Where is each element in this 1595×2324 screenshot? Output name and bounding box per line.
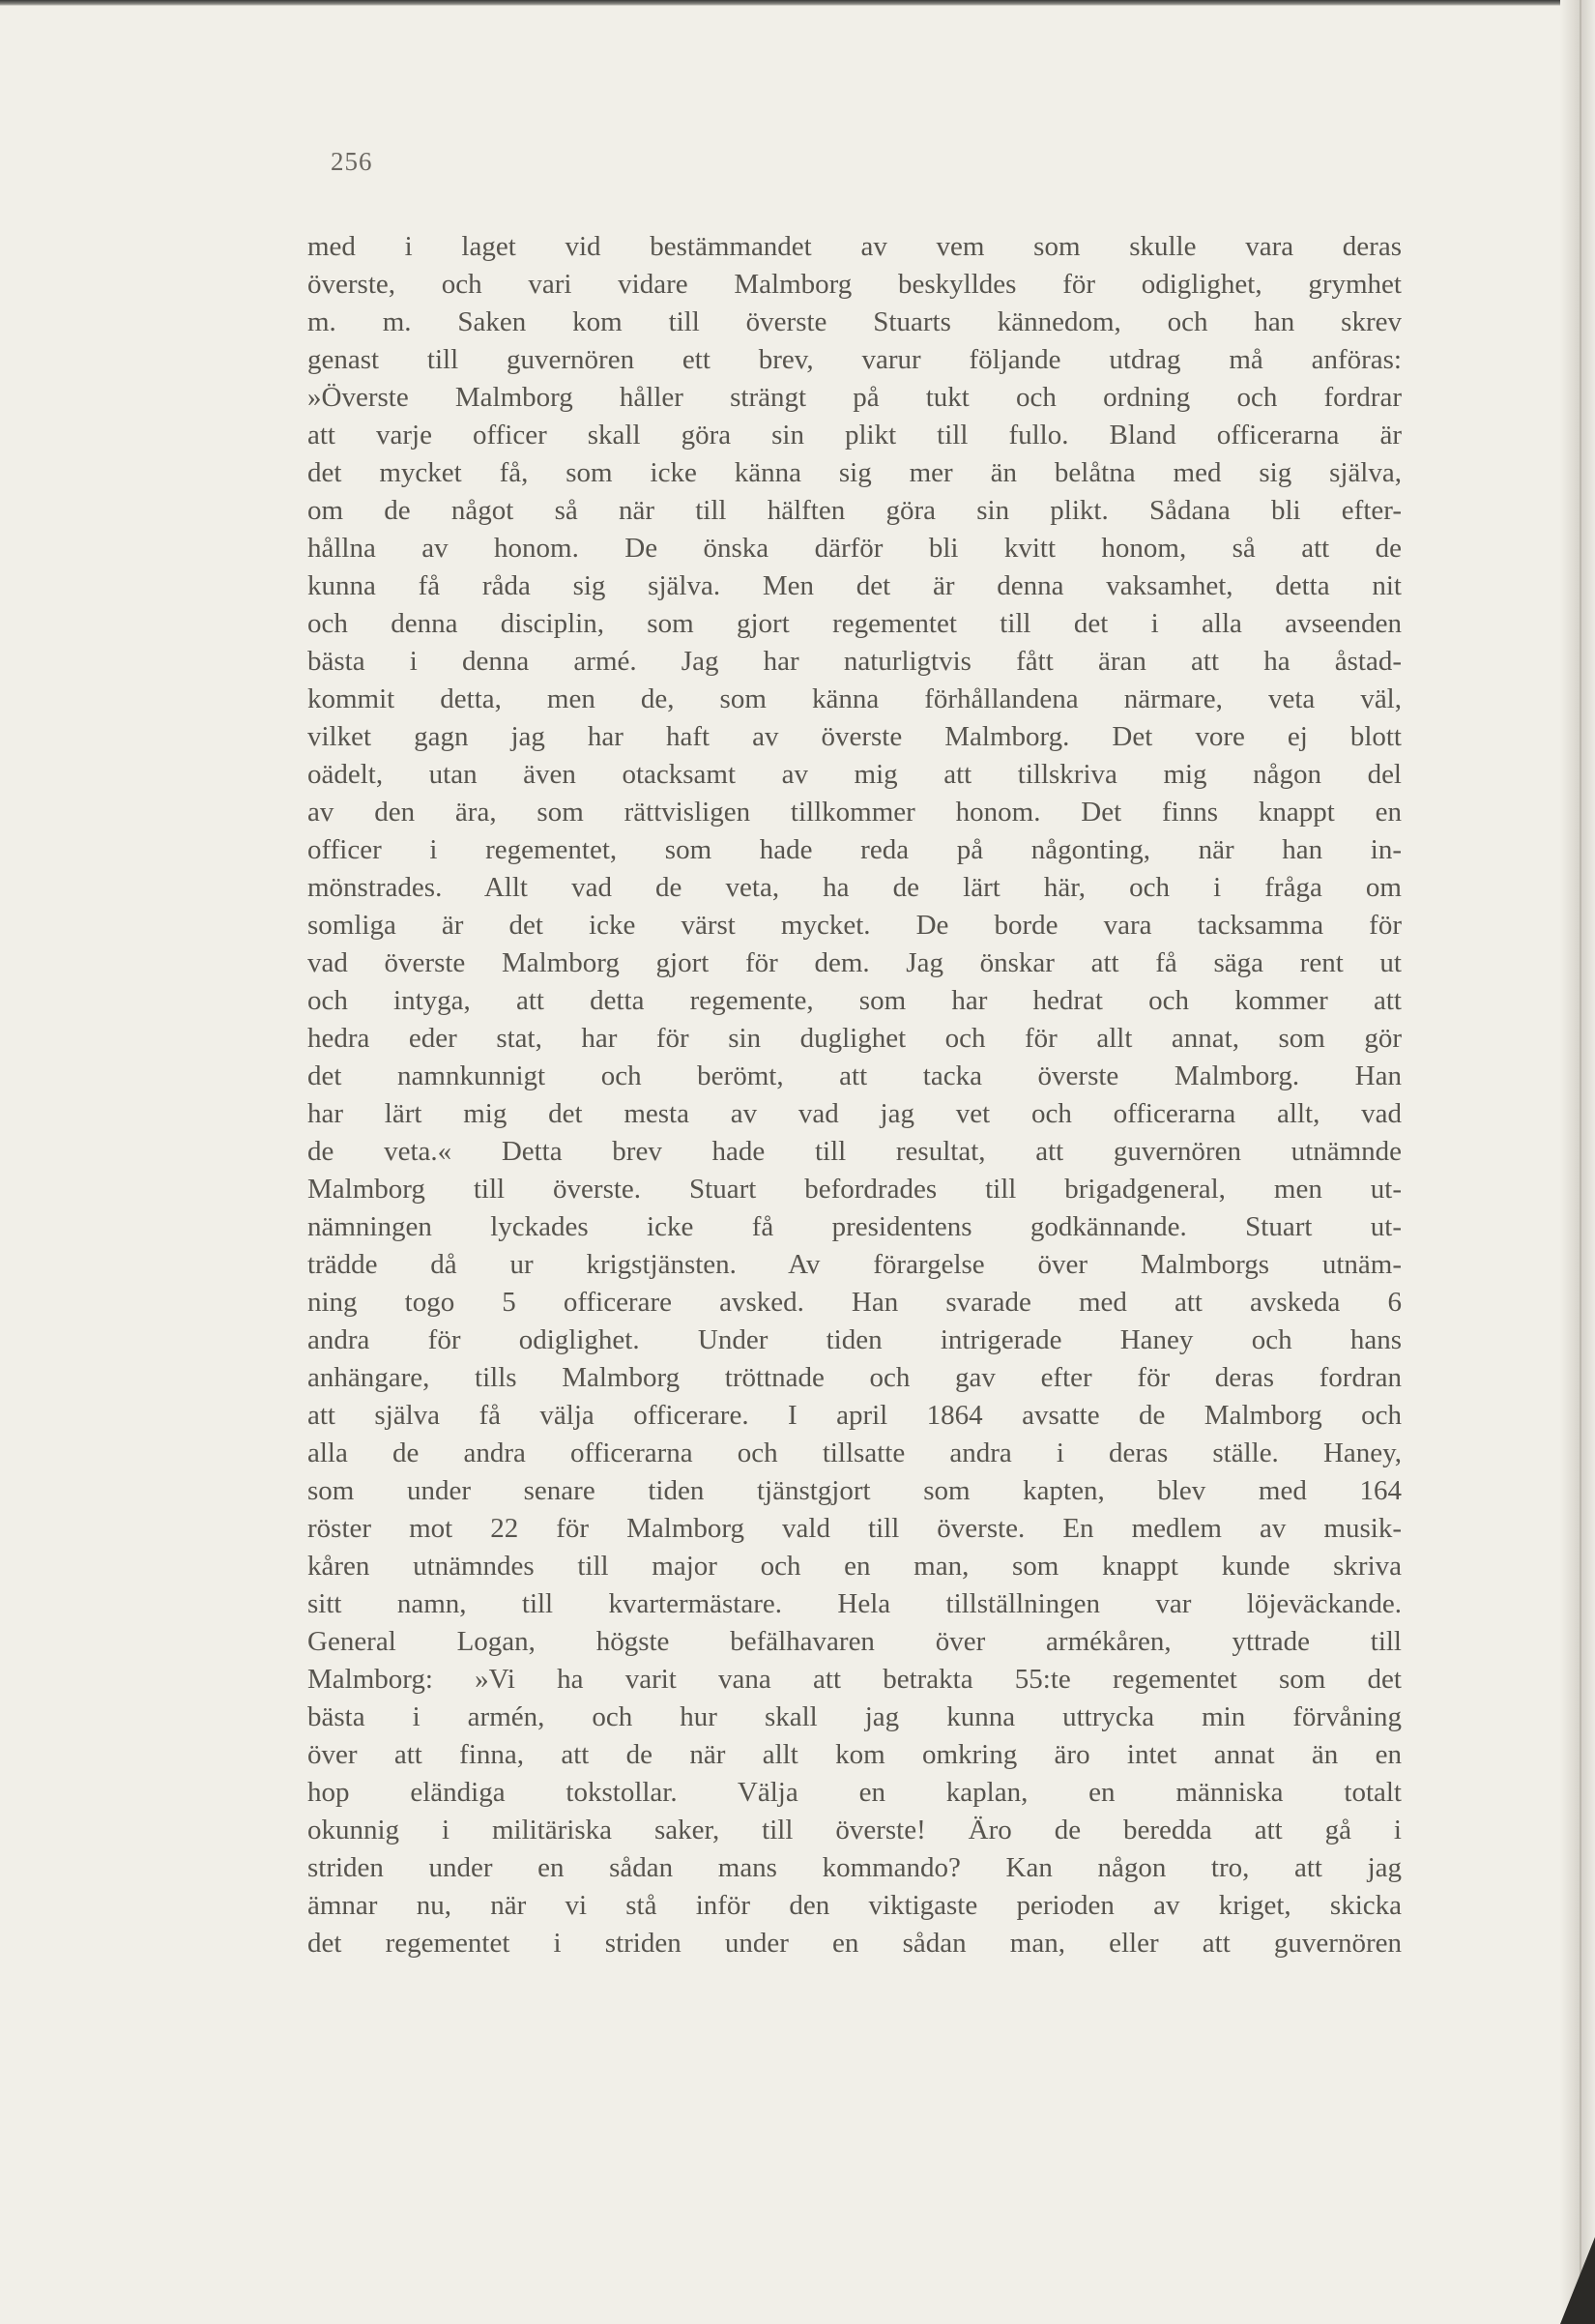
text-line: striden under en sådan mans kommando? Kan någon tro, att jag xyxy=(307,1852,1402,1883)
text-line: har lärt mig det mesta av vad jag vet och officerarna allt, vad xyxy=(307,1098,1402,1129)
text-line: anhängare, tills Malmborg tröttnade och gav efter för deras fordran xyxy=(307,1362,1402,1393)
text-line: andra för odiglighet. Under tiden intrigerade Haney och hans xyxy=(307,1324,1402,1355)
text-line: kåren utnämndes till major och en man, som knappt kunde skriva xyxy=(307,1551,1402,1582)
text-line: Malmborg till överste. Stuart befordrades till brigadgeneral, men ut- xyxy=(307,1174,1402,1205)
text-line: somliga är det icke värst mycket. De borde vara tacksamma för xyxy=(307,910,1402,941)
text-line: de veta.« Detta brev hade till resultat, att guvernören utnämnde xyxy=(307,1136,1402,1167)
text-line: överste, och vari vidare Malmborg beskylldes för odiglighet, grymhet xyxy=(307,269,1402,300)
text-line: bästa i denna armé. Jag har naturligtvis fått äran att ha åstad- xyxy=(307,646,1402,677)
page-number: 256 xyxy=(331,147,373,176)
text-line: m. m. Saken kom till överste Stuarts kännedom, och han skrev xyxy=(307,306,1402,337)
text-line: ning togo 5 officerare avsked. Han svarade med att avskeda 6 xyxy=(307,1287,1402,1318)
text-line: med i laget vid bestämmandet av vem som skulle vara deras xyxy=(307,231,1402,262)
body-text xyxy=(307,228,1402,1962)
text-line: »Överste Malmborg håller strängt på tukt och ordning och fordrar xyxy=(307,382,1402,413)
text-line: alla de andra officerarna och tillsatte andra i deras ställe. Haney, xyxy=(307,1438,1402,1468)
text-line: kunna få råda sig själva. Men det är denna vaksamhet, detta nit xyxy=(307,570,1402,601)
text-line: bästa i armén, och hur skall jag kunna uttrycka min förvåning xyxy=(307,1701,1402,1732)
text-line: sitt namn, till kvartermästare. Hela tillställningen var löjeväckande. xyxy=(307,1588,1402,1619)
text-line: om de något så när till hälften göra sin plikt. Sådana bli efter- xyxy=(307,495,1402,526)
text-line: vad överste Malmborg gjort för dem. Jag önskar att få säga rent ut xyxy=(307,947,1402,978)
text-line: och denna disciplin, som gjort regementet till det i alla avseenden xyxy=(307,608,1402,639)
page-gutter-shadow xyxy=(1560,0,1595,2324)
text-line: officer i regementet, som hade reda på någonting, när han in- xyxy=(307,834,1402,865)
text-line: kommit detta, men de, som känna förhållandena närmare, veta väl, xyxy=(307,683,1402,714)
page-corner xyxy=(1560,2237,1595,2324)
text-line: vilket gagn jag har haft av överste Malmborg. Det vore ej blott xyxy=(307,721,1402,752)
text-line: Malmborg: »Vi ha varit vana att betrakta 55:te regementet som det xyxy=(307,1664,1402,1695)
text-line: General Logan, högste befälhavaren över armékåren, yttrade till xyxy=(307,1626,1402,1657)
text-line: över att finna, att de när allt kom omkring äro intet annat än en xyxy=(307,1739,1402,1770)
text-line: oädelt, utan även otacksamt av mig att tillskriva mig någon del xyxy=(307,759,1402,790)
text-line: att varje officer skall göra sin plikt till fullo. Bland officerarna är xyxy=(307,420,1402,450)
text-line: det regementet i striden under en sådan man, eller att guvernören xyxy=(307,1928,1402,1959)
scan-top-edge xyxy=(0,0,1595,6)
text-line: hop eländiga tokstollar. Välja en kaplan, en människa totalt xyxy=(307,1777,1402,1808)
text-line: genast till guvernören ett brev, varur följande utdrag må anföras: xyxy=(307,344,1402,375)
text-line: att själva få välja officerare. I april 1864 avsatte de Malmborg och xyxy=(307,1400,1402,1431)
text-line: hållna av honom. De önska därför bli kvitt honom, så att de xyxy=(307,533,1402,564)
text-line: och intyga, att detta regemente, som har hedrat och kommer att xyxy=(307,985,1402,1016)
text-line: okunnig i militäriska saker, till överste! Äro de beredda att gå i xyxy=(307,1815,1402,1845)
text-line: nämningen lyckades icke få presidentens godkännande. Stuart ut- xyxy=(307,1211,1402,1242)
text-line: det namnkunnigt och berömt, att tacka överste Malmborg. Han xyxy=(307,1060,1402,1091)
text-line: mönstrades. Allt vad de veta, ha de lärt här, och i fråga om xyxy=(307,872,1402,903)
text-line: av den ära, som rättvisligen tillkommer honom. Det finns knappt en xyxy=(307,797,1402,828)
text-line: ämnar nu, när vi stå inför den viktigaste perioden av kriget, skicka xyxy=(307,1890,1402,1921)
text-line: som under senare tiden tjänstgjort som kapten, blev med 164 xyxy=(307,1475,1402,1506)
text-line: trädde då ur krigstjänsten. Av förargelse över Malmborgs utnäm- xyxy=(307,1249,1402,1280)
text-line: hedra eder stat, har för sin duglighet och för allt annat, som gör xyxy=(307,1023,1402,1054)
page-fold-line xyxy=(1580,0,1581,2324)
text-line: röster mot 22 för Malmborg vald till överste. En medlem av musik- xyxy=(307,1513,1402,1544)
text-line: det mycket få, som icke känna sig mer än belåtna med sig själva, xyxy=(307,457,1402,488)
